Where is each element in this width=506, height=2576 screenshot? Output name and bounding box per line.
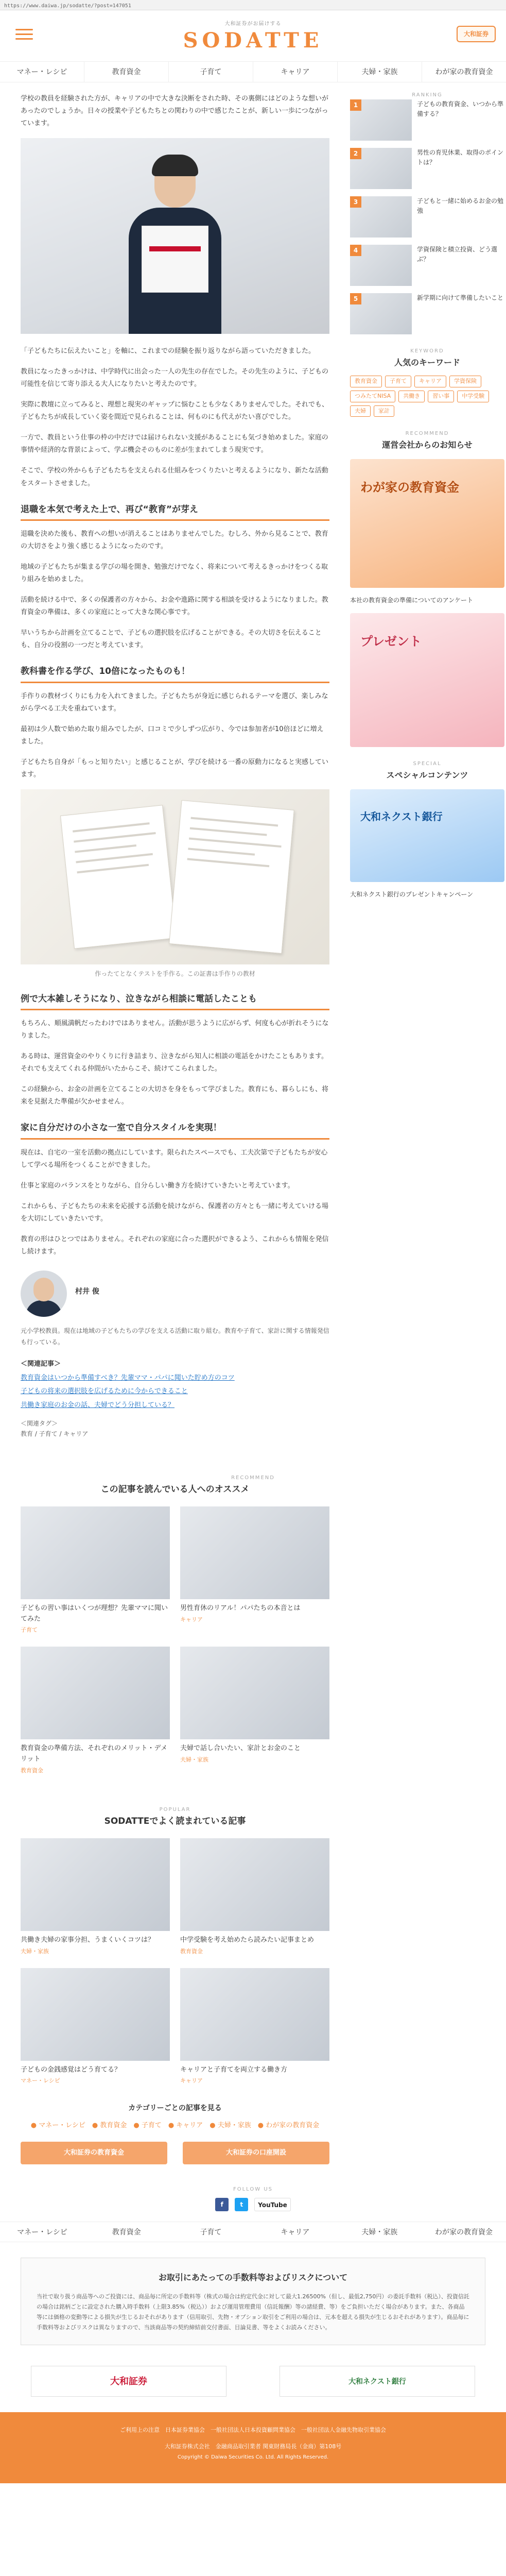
card-title: 中学受験を考え始めたら読みたい記事まとめ xyxy=(180,1936,315,1944)
ranking-thumbnail: 3 xyxy=(350,196,412,238)
ranking-title: 学資保険と積立投資、どう選ぶ？ xyxy=(417,246,498,263)
card-thumbnail xyxy=(180,1647,329,1739)
ranking-thumbnail: 1 xyxy=(350,99,412,141)
ranking-item[interactable] xyxy=(350,293,504,334)
logo-text: SODATTE xyxy=(183,28,323,53)
education-fund-banner[interactable] xyxy=(350,459,504,588)
author-name: 村井 俊 xyxy=(75,1287,99,1296)
cta-row xyxy=(21,2142,329,2164)
youtube-icon[interactable]: YouTube xyxy=(254,2198,291,2211)
tags-list[interactable]: 教育 / 子育て / キャリア xyxy=(21,1430,89,1438)
section-heading: 家に自分だけの小さな一室で自分スタイルを実現！ xyxy=(21,1122,329,1140)
card-category: 子育て xyxy=(21,1626,38,1634)
keyword-list xyxy=(350,376,504,417)
banner-text: プレゼント xyxy=(360,634,422,649)
recommend-section xyxy=(0,1455,506,1787)
article-paragraph: 子どもたち自身が「もっと知りたい」と感じることが、学びを続ける一番の原動力になると実感しています。 xyxy=(21,758,329,779)
card-title: 男性育休のリアル！パパたちの本音とは xyxy=(180,1604,301,1612)
section-heading: 退職を本気で考えた上で、再び“教育”が芽え xyxy=(21,503,329,521)
article-paragraph: ある時は、運営資金のやりくりに行き詰まり、泣きながら知人に相談の電話をかけたこともあります。それでも支えてくれる仲間がいたからこそ、続けてこられました。 xyxy=(21,1053,328,1073)
article-card[interactable] xyxy=(21,1647,170,1775)
footer-nav-childcare[interactable]: 子育て xyxy=(200,2228,222,2237)
nav-our-education-fund[interactable]: わが家の教育資金 xyxy=(435,68,493,76)
logo-subtitle: 大和証券がお届けする xyxy=(224,21,282,27)
banner-text: わが家の教育資金 xyxy=(360,480,459,495)
ranking-thumbnail: 2 xyxy=(350,148,412,189)
card-category: キャリア xyxy=(180,1616,203,1623)
article-paragraph: 学校の教員を経験された方が、キャリアの中で大きな決断をされた時、その裏側にはどのような想いがあったのでしょうか。日々の授業や子どもたちとの関わりの中で感じたことが、新しい一歩につながっています。 xyxy=(21,95,329,128)
banner-note[interactable]: 大和ネクスト銀行のプレゼントキャンペーン xyxy=(350,891,474,899)
keyword-label: KEYWORD xyxy=(410,348,444,354)
article-paragraph: この経験から、お金の計画を立てることの大切さを身をもって学びました。教育にも、暮らしにも、将来を見据えた準備が欠かせません。 xyxy=(21,1086,329,1106)
article-paragraph: 手作りの教材づくりにも力を入れてきました。子どもたちが身近に感じられるテーマを選び、楽しみながら学べる工夫を重ねています。 xyxy=(21,692,328,713)
article-paragraph: 現在は、自宅の一室を活動の拠点にしています。限られたスペースでも、工夫次第で子どもたちが安心して学べる場所をつくることができました。 xyxy=(21,1148,328,1169)
article-paragraph: 仕事と家庭のバランスをとりながら、自分らしい働き方を続けていきたいと考えています。 xyxy=(21,1181,294,1190)
related-link[interactable]: 教育資金はいつから準備すべき？先輩ママ・パパに聞いた貯め方のコツ xyxy=(21,1374,235,1382)
footer-links[interactable]: ご利用上の注意 日本証券業協会 一般社団法人日本投資顧問業協会 一般社団法人金融先物取引業協会 xyxy=(120,2427,386,2434)
article-paragraph: 実際に教壇に立ってみると、理想と現実のギャップに悩むことも少なくありませんでした。それでも、子どもたちが成長していく姿を間近で見られることは、何ものにも代えがたい喜びでした。 xyxy=(21,401,329,421)
ranking-item[interactable] xyxy=(350,245,504,286)
card-title: 共働き夫婦の家事分担、うまくいくコツは？ xyxy=(21,1936,155,1944)
article-card[interactable] xyxy=(21,1506,170,1635)
article-card[interactable] xyxy=(180,1647,329,1775)
article-paragraph: 最初は少人数で始めた取り組みでしたが、口コミで少しずつ広がり、今では参加者が10倍ほどに増えました。 xyxy=(21,725,324,746)
follow-us xyxy=(0,2185,506,2211)
article-card[interactable] xyxy=(21,1968,170,2086)
recommend-section-label: RECOMMEND xyxy=(231,1475,275,1481)
banner-text: 大和ネクスト銀行 xyxy=(360,810,443,823)
article-paragraph: 「子どもたちに伝えたいこと」を軸に、これまでの経験を振り返りながら語っていただきました。 xyxy=(21,347,316,355)
daiwa-securities-logo[interactable]: 大和証券 xyxy=(31,2366,226,2397)
nav-career[interactable]: キャリア xyxy=(253,62,338,82)
card-title: 子どもの金銭感覚はどう育てる？ xyxy=(21,2065,121,2074)
related-link[interactable]: 共働き家庭のお金の話、夫婦でどう分担している？ xyxy=(21,1401,175,1410)
copyright: Copyright © Daiwa Securities Co. Ltd. All Rights Reserved. xyxy=(177,2454,329,2461)
follow-label: FOLLOW US xyxy=(233,2187,273,2193)
tags-label: ＜関連タグ＞ xyxy=(21,1420,58,1428)
article-paragraph: 早いうちから計画を立てることで、子どもの選択肢を広げることができる。その大切さを伝えることも、自分の役割の一つだと考えています。 xyxy=(21,629,322,650)
category-list[interactable]: ● マネー・レシピ ● 教育資金 ● 子育て ● キャリア ● 夫婦・家族 ● わが家の教育資金 xyxy=(30,2121,320,2129)
twitter-icon[interactable]: t xyxy=(235,2198,248,2211)
facebook-icon[interactable]: f xyxy=(215,2198,229,2211)
risk-notice-text: 当社で取り扱う商品等へのご投資には、商品毎に所定の手数料等（株式の場合は約定代金に対して最大1.26500%（但し、最低2,750円）の委託手数料（税込）、投資信託の場合は銘柄ごとに設定された購入時手数料（上限3.85%（税込））および運用管理費用（信託報酬）等の諸経費、等）をご負担いただく場合があります。また、各商品等には価格の変動等による損失が生じるおそれがあります（信用取引、先物・オプション取引をご利用の場合は、元本を超える損失が生じるおそれがあります）。商品毎に手数料等およびリスクは異なりますので、当該商品等の契約締結前交付書面、目論見書、等をよくお読みください。 xyxy=(37,2293,469,2331)
ranking-title: 子どもの教育資金、いつから準備する？ xyxy=(417,100,504,118)
nav-family[interactable]: 夫婦・家族 xyxy=(338,62,422,82)
bank-banner[interactable] xyxy=(350,789,504,882)
card-category: 夫婦・家族 xyxy=(180,1756,208,1763)
keyword-tag[interactable]: 習い事 xyxy=(428,391,454,402)
daiwa-next-bank-logo[interactable]: 大和ネクスト銀行 xyxy=(280,2366,475,2397)
article-card[interactable] xyxy=(180,1506,329,1635)
recommend-label: RECOMMEND xyxy=(405,431,449,437)
article-paragraph: 活動を続ける中で、多くの保護者の方々から、お金や進路に関する相談を受けるようになりました。教育資金の準備は、多くの家庭にとって大きな関心事です。 xyxy=(21,596,328,617)
article-paragraph: これからも、子どもたちの未来を応援する活動を続けながら、保護者の方々とも一緒に考えていける場を大切にしていきたいです。 xyxy=(21,1202,329,1223)
nav-money-recipe[interactable]: マネー・レシピ xyxy=(0,62,84,82)
tags xyxy=(21,1418,329,1439)
recommend-heading: 運営会社からのお知らせ xyxy=(382,440,473,450)
footer-nav-education-fund[interactable]: 教育資金 xyxy=(112,2228,141,2237)
education-fund-cta-button[interactable]: 大和証券の教育資金 xyxy=(21,2142,167,2164)
card-thumbnail xyxy=(21,1838,170,1931)
open-account-cta-button[interactable]: 大和証券の口座開設 xyxy=(183,2142,329,2164)
global-nav xyxy=(0,62,506,82)
article-paragraph: もちろん、順風満帆だったわけではありません。活動が思うように広がらず、何度も心が折れそうになりました。 xyxy=(21,1020,329,1040)
popular-section-title: SODATTEでよく読まれている記事 xyxy=(104,1816,246,1827)
keyword-tag[interactable]: 夫婦 xyxy=(350,405,371,417)
nav-education-fund[interactable]: 教育資金 xyxy=(84,62,169,82)
article-paragraph: 退職を決めた後も、教育への想いが消えることはありませんでした。むしろ、外から見ることで、教育の大切さをより強く感じるようになったのです。 xyxy=(21,530,328,551)
ranking-title: 新学期に向けて準備したいこと xyxy=(417,294,504,301)
ranking-title: 子どもと一緒に始めるお金の勉強 xyxy=(417,197,504,215)
article-paragraph: そこで、学校の外からも子どもたちを支えられる仕組みをつくりたいと考えるようになり、新たな活動をスタートさせました。 xyxy=(21,467,328,487)
daiwa-button[interactable]: 大和証券 xyxy=(457,26,496,42)
footer-nav-money-recipe[interactable]: マネー・レシピ xyxy=(17,2228,67,2237)
keyword-heading: 人気のキーワード xyxy=(394,358,460,367)
card-title: 教育資金の準備方法、それぞれのメリット・デメリット xyxy=(21,1744,167,1763)
card-thumbnail xyxy=(180,1838,329,1931)
card-title: 子どもの習い事はいくつが理想？先輩ママに聞いてみた xyxy=(21,1604,168,1623)
logo[interactable] xyxy=(0,20,506,53)
card-title: 夫婦で話し合いたい、家計とお金のこと xyxy=(180,1744,301,1753)
photo-caption: 作ったてとなくテストを手作る。この証書は手作りの教材 xyxy=(95,970,255,978)
footer-nav-career[interactable]: キャリア xyxy=(281,2228,310,2237)
avatar xyxy=(21,1270,67,1317)
browser-url-bar[interactable]: https://www.daiwa.jp/sodatte/?post=147051 xyxy=(0,0,506,10)
card-title: キャリアと子育てを両立する働き方 xyxy=(180,2065,288,2074)
card-category: マネー・レシピ xyxy=(21,2077,60,2084)
keyword-tag[interactable]: 子育て xyxy=(385,376,411,387)
card-thumbnail xyxy=(180,1506,329,1599)
present-banner[interactable] xyxy=(350,613,504,747)
section-heading: 教科書を作る学び、10倍になったものも！ xyxy=(21,665,329,683)
card-thumbnail xyxy=(21,1968,170,2061)
keyword-tag[interactable]: 共働き xyxy=(398,391,425,402)
ranking-item[interactable] xyxy=(350,196,504,238)
footer-nav xyxy=(0,2222,506,2242)
card-thumbnail xyxy=(21,1506,170,1599)
special-heading: スペシャルコンテンツ xyxy=(386,770,468,780)
article-card[interactable] xyxy=(21,1838,170,1956)
keyword-tag[interactable]: 学資保険 xyxy=(449,376,481,387)
keyword-tag[interactable]: つみたてNISA xyxy=(350,391,395,402)
card-category: 夫婦・家族 xyxy=(21,1948,49,1955)
popular-section-label: POPULAR xyxy=(159,1807,191,1813)
nav-childcare[interactable]: 子育て xyxy=(169,62,253,82)
ranking-item[interactable] xyxy=(350,148,504,189)
sidebar xyxy=(350,82,504,1455)
partner-logos xyxy=(0,2361,506,2412)
article-card[interactable] xyxy=(180,1968,329,2086)
article-body xyxy=(21,82,329,1455)
article-paragraph: 地域の子どもたちが集まる学びの場を開き、勉強だけでなく、将来について考えるきっかけをつくる取り組みを始めました。 xyxy=(21,563,328,584)
related-articles-title: ＜関連記事＞ xyxy=(21,1360,61,1368)
card-thumbnail xyxy=(21,1647,170,1739)
ranking-item[interactable] xyxy=(350,99,504,141)
footer-nav-our-education-fund[interactable]: わが家の教育資金 xyxy=(435,2228,493,2237)
ranking-title: 男性の育児休業、取得のポイントは？ xyxy=(417,149,504,166)
ranking-thumbnail: 4 xyxy=(350,245,412,286)
article-photo-documents xyxy=(21,789,329,964)
card-category: 教育資金 xyxy=(180,1948,203,1955)
author-profile xyxy=(21,1270,329,1317)
recommend-section-title: この記事を読んでいる人へのオススメ xyxy=(100,1484,250,1495)
ranking-label: RANKING xyxy=(412,92,443,98)
card-thumbnail xyxy=(180,1968,329,2061)
site-footer xyxy=(0,2412,506,2483)
risk-notice xyxy=(21,2258,485,2345)
section-heading: 例で大本雑しそうになり、泣きながら相談に電話したことも xyxy=(21,993,329,1011)
keyword-tag[interactable]: 家計 xyxy=(374,405,394,417)
footer-nav-family[interactable]: 夫婦・家族 xyxy=(361,2228,398,2237)
category-links xyxy=(21,2103,329,2131)
keyword-tag[interactable]: 中学受験 xyxy=(457,391,489,402)
article-paragraph: 教育の形はひとつではありません。それぞれの家庭に合った選択ができるよう、これからも情報を発信し続けます。 xyxy=(21,1235,329,1256)
related-link[interactable]: 子どもの将来の選択肢を広げるために今からできること xyxy=(21,1387,188,1396)
article-photo xyxy=(21,138,329,334)
article-paragraph: 教員になったきっかけは、中学時代に出会った一人の先生の存在でした。その先生のように、子どもの可能性を信じて寄り添える大人になりたいと考えたのです。 xyxy=(21,368,329,388)
category-title: カテゴリーごとの記事を見る xyxy=(128,2104,222,2113)
ranking-thumbnail: 5 xyxy=(350,293,412,334)
popular-section xyxy=(0,1787,506,2164)
article-card[interactable] xyxy=(180,1838,329,1956)
banner-note[interactable]: 本社の教育資金の準備についてのアンケート xyxy=(350,597,474,604)
card-category: 教育資金 xyxy=(21,1767,43,1774)
card-category: キャリア xyxy=(180,2077,203,2084)
footer-company: 大和証券株式会社 金融商品取引業者 関東財務局長（金商）第108号 xyxy=(164,2443,342,2450)
keyword-tag[interactable]: キャリア xyxy=(414,376,446,387)
keyword-tag[interactable]: 教育資金 xyxy=(350,376,382,387)
author-bio: 元小学校教員。現在は地域の子どもたちの学びを支える活動に取り組む。教育や子育て、家計に関する情報発信も行っている。 xyxy=(21,1327,329,1346)
article-paragraph: 一方で、教員という仕事の枠の中だけでは届けられない支援があることにも気づき始めました。家庭の事情や経済的な背景によって、学ぶ機会そのものに差が生まれてしまう現実です。 xyxy=(21,434,328,454)
special-label: SPECIAL xyxy=(413,760,442,767)
risk-notice-title: お取引にあたっての手数料等およびリスクについて xyxy=(158,2273,348,2283)
site-header xyxy=(0,10,506,62)
related-articles xyxy=(21,1373,329,1411)
